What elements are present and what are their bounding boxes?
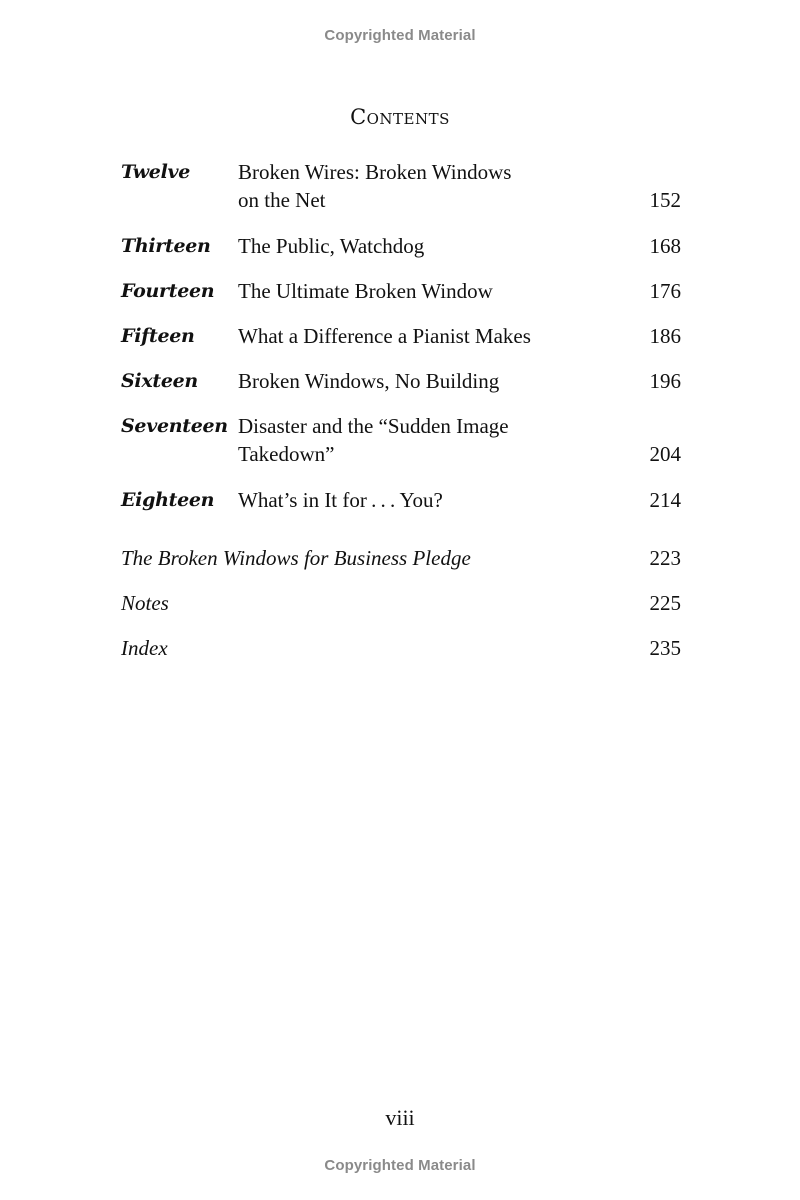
chapter-title: Broken Wires: Broken Windows on the Net: [238, 160, 512, 212]
chapter-page-number: 204: [649, 442, 681, 466]
chapter-title: Broken Windows, No Building: [238, 369, 500, 393]
chapter-number: Eighteen: [121, 489, 215, 511]
chapter-page-number: 196: [649, 369, 681, 393]
back-matter-entry[interactable]: [121, 544, 681, 572]
toc-entry[interactable]: [121, 158, 681, 214]
toc-entry[interactable]: [121, 277, 681, 305]
chapter-number: Thirteen: [121, 235, 211, 257]
chapter-page-number: 214: [649, 488, 681, 512]
page-folio: viii: [385, 1105, 415, 1130]
chapter-title: Disaster and the “Sudden Image Takedown”: [238, 414, 509, 466]
back-matter-entry[interactable]: [121, 634, 681, 662]
contents-heading: Contents: [350, 105, 450, 129]
chapter-number: Sixteen: [121, 370, 198, 392]
chapter-number: Seventeen: [121, 415, 228, 437]
copyright-watermark-top: Copyrighted Material: [324, 27, 476, 44]
toc-entry[interactable]: [121, 486, 681, 514]
chapter-title: The Ultimate Broken Window: [238, 279, 493, 303]
back-matter-title: The Broken Windows for Business Pledge: [121, 546, 471, 570]
chapter-page-number: 168: [649, 234, 681, 258]
back-matter-list: [121, 544, 681, 679]
toc-entry[interactable]: [121, 412, 681, 468]
copyright-watermark-bottom: Copyrighted Material: [324, 1157, 476, 1174]
back-matter-title: Index: [121, 636, 168, 660]
back-matter-page-number: 225: [649, 591, 681, 615]
chapter-title: What a Difference a Pianist Makes: [238, 324, 531, 348]
chapter-number: Fifteen: [121, 325, 195, 347]
chapter-list: [121, 158, 681, 531]
back-matter-title: Notes: [121, 591, 169, 615]
toc-entry[interactable]: [121, 367, 681, 395]
chapter-number: Fourteen: [121, 280, 215, 302]
back-matter-page-number: 223: [649, 546, 681, 570]
toc-entry[interactable]: [121, 232, 681, 260]
chapter-title: What’s in It for . . . You?: [238, 488, 443, 512]
chapter-page-number: 176: [649, 279, 681, 303]
chapter-number: Twelve: [121, 161, 191, 183]
chapter-page-number: 152: [649, 188, 681, 212]
toc-entry[interactable]: [121, 322, 681, 350]
chapter-title: The Public, Watchdog: [238, 234, 425, 258]
back-matter-page-number: 235: [649, 636, 681, 660]
back-matter-entry[interactable]: [121, 589, 681, 617]
chapter-page-number: 186: [649, 324, 681, 348]
